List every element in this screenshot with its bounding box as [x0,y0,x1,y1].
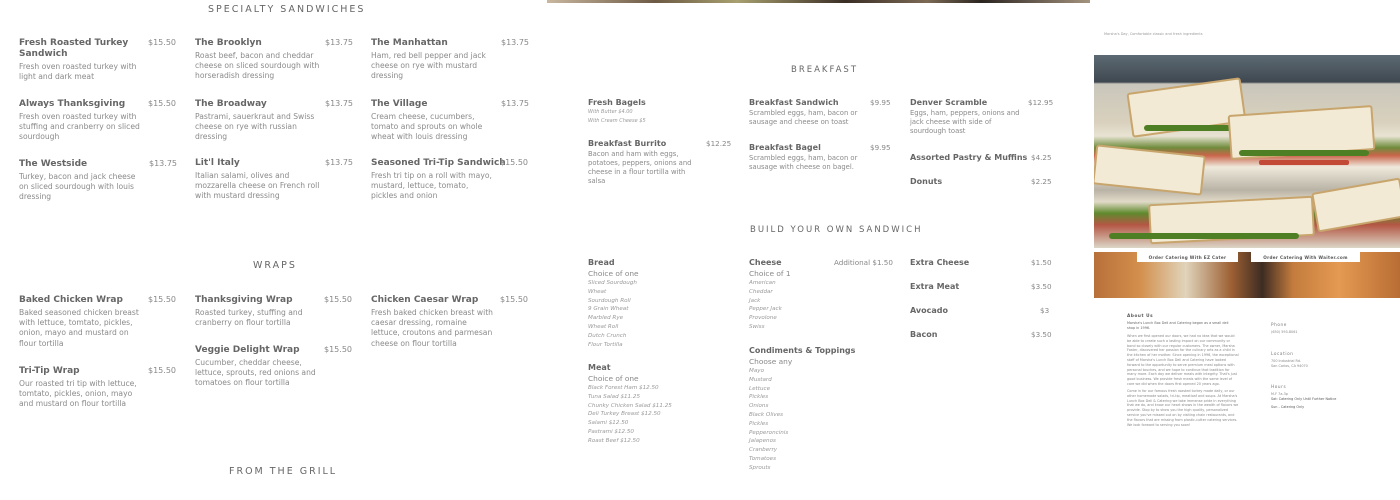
menu-item: The Westside $13.75 Turkey, bacon and jack cheese on sliced sourdough with louis dressing [19,159,177,202]
section-title-grill: FROM THE GRILL [229,466,338,477]
extra-item: Bacon $3.50 [910,330,1052,339]
byo-cheese-group: Cheese Additional $1.50 Choice of 1 American Cheddar Jack Pepper Jack Provolone Swiss [749,258,893,330]
hours-weekday: M-F 7a-3p [1271,392,1288,396]
menu-item: Breakfast Sandwich $9.95 Scrambled eggs, ham, bacon or sausage and cheese on toast [749,98,891,126]
menu-item: Assorted Pastry & Muffins $4.25 [910,153,1052,162]
hours-title: Hours [1271,384,1287,389]
menu-item: Fresh Roasted Turkey Sandwich $15.50 Fresh oven roasted turkey with light and dark meat [19,38,176,82]
byo-meat-group: Meat Choice of one Black Forest Ham $12.50 Tuna Salad $11.25 Chunky Chicken Salad $11.25 Deli Turkey Breast $12.50 Salami $12.50 Pastrami $12.50 Roast Beef $12.50 [588,363,672,444]
croissant-photo [1094,252,1400,298]
menu-item: The Village $13.75 Cream cheese, cucumbers, tomato and sprouts on whole wheat with louis dressing [371,99,529,142]
menu-item: Breakfast Bagel $9.95 Scrambled eggs, ham, bacon or sausage with cheese on bagel. [749,143,891,171]
catering-about-panel [1094,0,1400,500]
menu-panel-breakfast-byo [547,0,1090,500]
menu-item: The Brooklyn $13.75 Roast beef, bacon and cheddar cheese on sliced sourdough with horseradish dressing [195,38,353,81]
phone-title: Phone [1271,322,1287,327]
menu-item: Seasoned Tri-Tip Sandwich $15.50 Fresh tri tip on a roll with mayo, mustard, lettuce, tomato, pickles and onion [371,158,528,201]
byo-bread-group: Bread Choice of one Sliced Sourdough Wheat Sourdough Roll 9 Grain Wheat Marbled Rye Wheat Roll Dutch Crunch Flour Tortilla [588,258,639,348]
menu-item: The Broadway $13.75 Pastrami, sauerkraut and Swiss cheese on rye with russian dressing [195,99,353,142]
about-lead: Marsha's Lunch Box Deli and Catering began as a small deli shop in 1996. [1127,321,1229,330]
menu-item: Denver Scramble $12.95 Eggs, ham, peppers, onions and jack cheese with side of sourdough toast [910,98,1054,135]
menu-item: Baked Chicken Wrap $15.50 Baked seasoned chicken breast with lettuce, tomtato, pickles, onion, mayo and mustard on flour tortilla [19,295,176,348]
section-title-specialty: SPECIALTY SANDWICHES [208,4,366,15]
location-line2: San Carlos, CA 94070 [1271,364,1308,368]
extra-item: Extra Meat $3.50 [910,282,1052,291]
extra-item: Avocado $3 [910,306,1050,315]
about-paragraph-1: When we first opened our doors, we had no idea that we would be able to create such a lasting impact on our community or bond so closely with our regular customers. The owner, Marsha Foster, discovered her passion for the culinary arts as a child in the kitchen of her mother. Since opening in 1996, the exceptional staff of Marsha's Lunch Box Deli and Catering have looked forward to the opportunity to serve premium meal options with personal touches, and we hope to continue that tradition for many more. Each day we deliver meals with integrity. That's just good business. We provide fresh meals with the same level of care we did when the doors first opened 20 years ago. [1127,334,1239,386]
about-title: About Us [1127,313,1154,318]
hours-sunday: Sun - Catering Only [1271,405,1305,409]
byo-condiments-group: Condiments & Toppings Choose any Mayo Mustard Lettuce Pickles Onions Black Olives Pickles Pepperoncinis Jalapenos Cranberry Tomatoes Sprouts [749,346,856,471]
menu-item: Breakfast Burrito $12.25 Bacon and ham with eggs, potatoes, peppers, onions and cheese in a flour tortilla with salsa [588,139,732,185]
menu-item: Lit'l Italy $13.75 Italian salami, olives and mozzarella cheese on French roll with mustard dressing [195,158,353,201]
phone-value[interactable]: (650) 593-8061 [1271,330,1298,334]
sandwich-platter-photo [1094,55,1400,248]
menu-panel-sandwiches-wraps [0,0,545,500]
section-title-breakfast: BREAKFAST [791,65,859,75]
order-waiter-button[interactable]: Order Catering With Waiter.com [1251,252,1360,262]
menu-item: Donuts $2.25 [910,177,1052,186]
header-photo [547,0,1090,3]
menu-item: Chicken Caesar Wrap $15.50 Fresh baked chicken breast with caesar dressing, romaine lettuce, croutons and parmesan cheese on flour tortilla [371,295,528,348]
location-line1: 700 Industrial Rd. [1271,359,1302,363]
hours-saturday: Sat: Catering Only Until Further Notice [1271,397,1337,401]
menu-item: The Manhattan $13.75 Ham, red bell pepper and jack cheese on rye with mustard dressing [371,38,529,81]
section-title-wraps: WRAPS [253,260,297,271]
menu-item: Veggie Delight Wrap $15.50 Cucumber, cheddar cheese, lettuce, sprouts, red onions and tomatoes on flour tortilla [195,345,352,388]
menu-item: Always Thanksgiving $15.50 Fresh oven roasted turkey with stuffing and cranberry on sliced sourdough [19,99,176,142]
menu-item: Tri-Tip Wrap $15.50 Our roasted tri tip with lettuce, tomtato, pickles, onion, mayo and mustard on flour tortilla [19,366,176,409]
menu-item: Thanksgiving Wrap $15.50 Roasted turkey, stuffing and cranberry on flour tortilla [195,295,352,328]
menu-item: Fresh Bagels With Butter $4.00 With Cream Cheese $5 [588,98,646,124]
section-title-byo: BUILD YOUR OWN SANDWICH [750,225,923,235]
photo-caption: Marsha's Day, Comfortable classic and fresh ingredients [1104,32,1203,36]
location-title: Location [1271,351,1294,356]
order-ezcater-button[interactable]: Order Catering With EZ Cater [1137,252,1238,262]
extra-item: Extra Cheese $1.50 [910,258,1052,267]
about-paragraph-2: Come in for our famous fresh roasted turkey made daily, or our other homemade salads, tri-tip, meatloaf and soups. At Marsha's Lunch Box Deli & Catering we take immense pride in everything that we do, and know our heart shows in the wealth of flavors we provide. Stop by to show you the high quality, personalized service you've missed out on by visiting chain restaurants, and the flavors that are missing from plastic-cutter catering services. We look forward to serving you soon! [1127,389,1239,427]
